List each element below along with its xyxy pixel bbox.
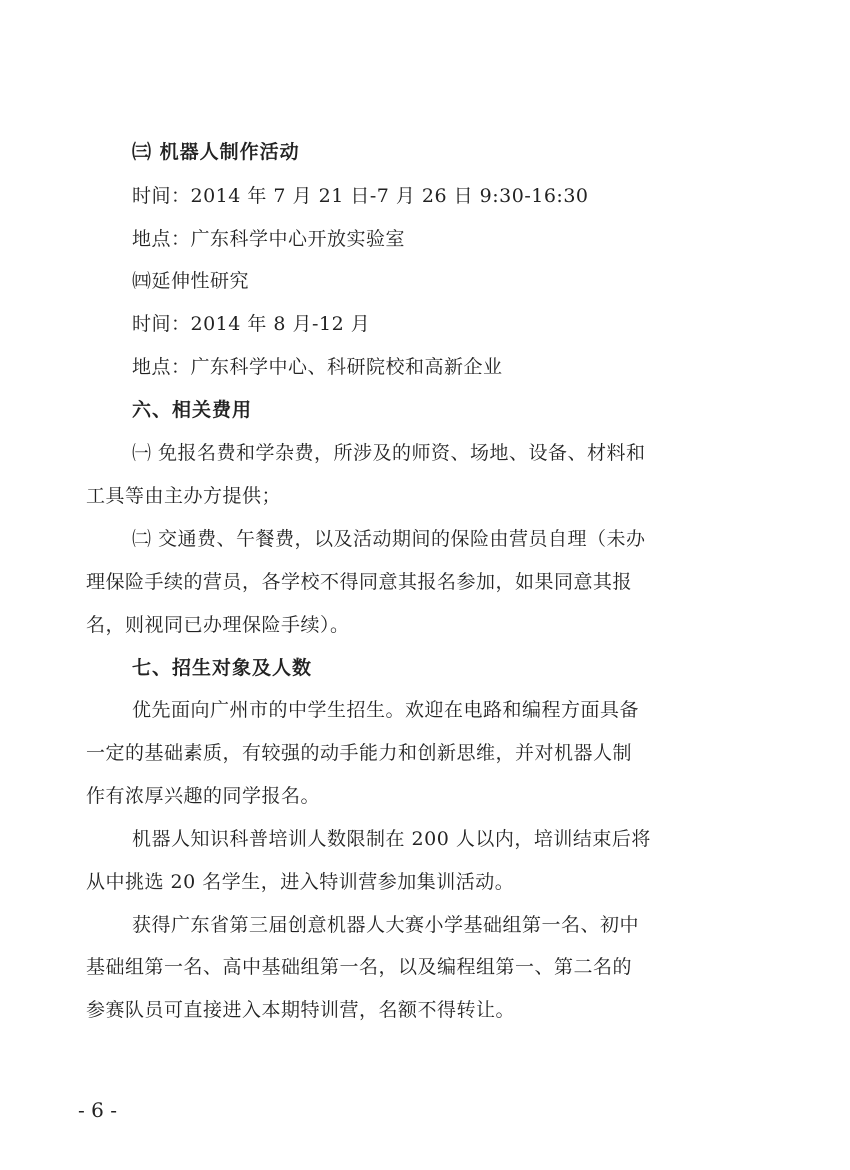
fees-item-2-line-1: ㈡ 交通费、午餐费，以及活动期间的保险由营员自理（未办: [132, 528, 646, 550]
section-3-place: 地点：广东科学中心开放实验室: [132, 228, 406, 250]
section-3-time: 时间：2014 年 7 月 21 日-7 月 26 日 9:30-16:30: [132, 185, 589, 207]
page-number: - 6 -: [78, 1098, 117, 1122]
section-seven-heading: 七、招生对象及人数: [132, 657, 313, 679]
fees-item-1-line-2: 工具等由主办方提供；: [86, 485, 282, 507]
recruit-paragraph-3-line-3: 参赛队员可直接进入本期特训营，名额不得转让。: [86, 999, 516, 1021]
recruit-paragraph-2-line-1: 机器人知识科普培训人数限制在 200 人以内，培训结束后将: [132, 828, 651, 850]
recruit-paragraph-1-line-3: 作有浓厚兴趣的同学报名。: [86, 785, 321, 807]
fees-item-2-line-2: 理保险手续的营员，各学校不得同意其报名参加，如果同意其报: [86, 571, 633, 593]
section-4-title: ㈣延伸性研究: [132, 270, 250, 292]
section-4-place: 地点：广东科学中心、科研院校和高新企业: [132, 356, 503, 378]
recruit-paragraph-3-line-1: 获得广东省第三届创意机器人大赛小学基础组第一名、初中: [132, 914, 640, 936]
section-4-time: 时间：2014 年 8 月-12 月: [132, 313, 371, 335]
section-3-title: ㈢ 机器人制作活动: [132, 141, 300, 163]
section-six-heading: 六、相关费用: [132, 399, 253, 421]
fees-item-1-line-1: ㈠ 免报名费和学杂费，所涉及的师资、场地、设备、材料和: [132, 442, 646, 464]
fees-item-2-line-3: 名，则视同已办理保险手续）。: [86, 614, 350, 636]
recruit-paragraph-1-line-2: 一定的基础素质，有较强的动手能力和创新思维，并对机器人制: [86, 742, 633, 764]
recruit-paragraph-1-line-1: 优先面向广州市的中学生招生。欢迎在电路和编程方面具备: [132, 699, 640, 721]
recruit-paragraph-2-line-2: 从中挑选 20 名学生，进入特训营参加集训活动。: [86, 871, 515, 893]
recruit-paragraph-3-line-2: 基础组第一名、高中基础组第一名，以及编程组第一、第二名的: [86, 956, 633, 978]
